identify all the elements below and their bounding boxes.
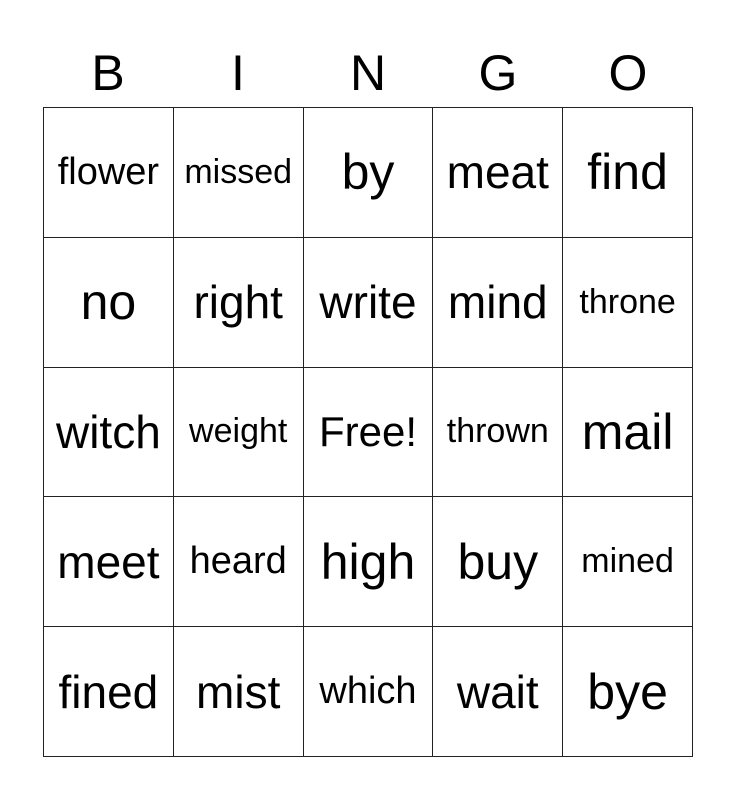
header-letter-b: B [91,45,125,101]
header-letter-i: I [231,45,245,101]
bingo-cell[interactable]: mail [563,368,693,498]
bingo-cell[interactable]: no [44,238,174,368]
bingo-cell[interactable]: throne [563,238,693,368]
bingo-cell[interactable]: meet [44,497,174,627]
bingo-cell[interactable]: mist [174,627,304,757]
bingo-cell[interactable]: weight [174,368,304,498]
bingo-cell[interactable]: flower [44,108,174,238]
bingo-cell[interactable]: wait [433,627,563,757]
header-letter-n: N [349,45,387,101]
bingo-cell[interactable]: mined [563,497,693,627]
bingo-cell[interactable]: heard [174,497,304,627]
bingo-cell[interactable]: fined [44,627,174,757]
bingo-cell[interactable]: mind [433,238,563,368]
free-space-cell[interactable]: Free! [304,368,434,498]
header-letter-o: O [608,45,648,101]
bingo-cell[interactable]: bye [563,627,693,757]
bingo-cell[interactable]: witch [44,368,174,498]
bingo-cell[interactable]: right [174,238,304,368]
bingo-cell[interactable]: missed [174,108,304,238]
bingo-cell[interactable]: high [304,497,434,627]
bingo-header [43,38,693,108]
bingo-cell[interactable]: meat [433,108,563,238]
bingo-card-grid [43,107,693,757]
header-letter-g: G [478,45,518,101]
bingo-cell[interactable]: find [563,108,693,238]
bingo-cell[interactable]: write [304,238,434,368]
bingo-cell[interactable]: which [304,627,434,757]
bingo-cell[interactable]: buy [433,497,563,627]
bingo-cell[interactable]: thrown [433,368,563,498]
bingo-cell[interactable]: by [304,108,434,238]
